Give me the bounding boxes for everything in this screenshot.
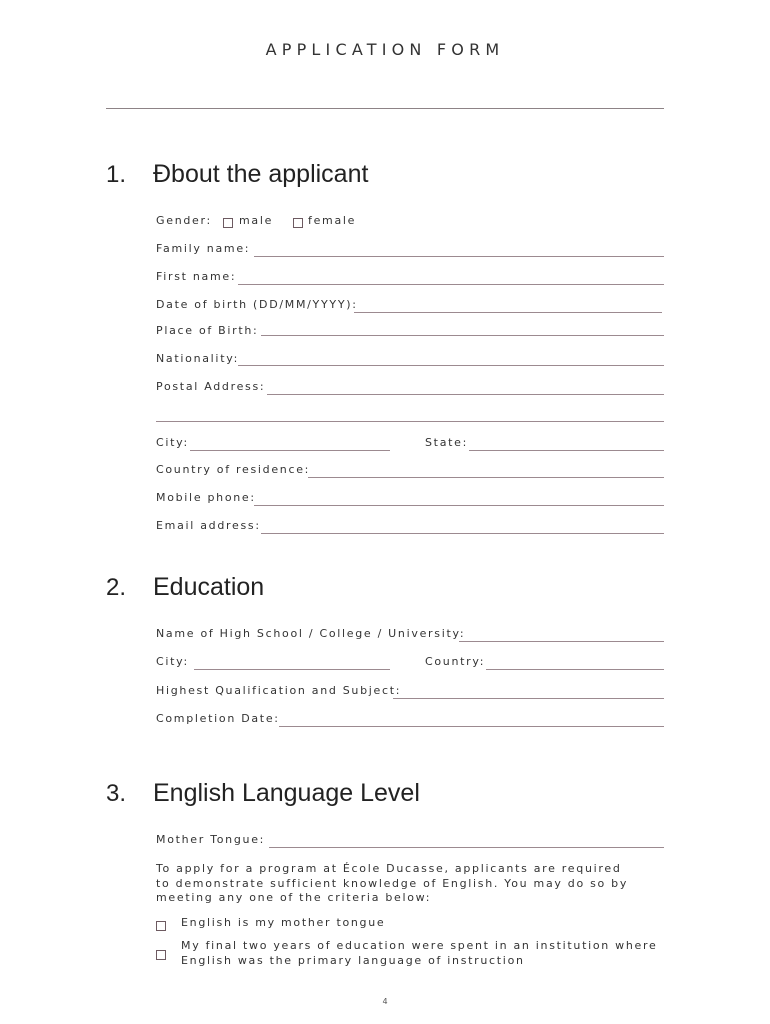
country-of-residence-field[interactable] [308,477,664,478]
gender-male-label: male [239,214,274,227]
nationality-label: Nationality: [156,352,240,365]
family-name-field[interactable] [254,256,664,257]
dob-field[interactable] [354,312,662,313]
option-line: English was the primary language of instruction [181,953,525,967]
nationality-field[interactable] [238,365,664,366]
mother-tongue-label: Mother Tongue: [156,833,266,846]
form-title: APPLICATION FORM [265,40,505,59]
section-title-english: English Language Level [153,779,420,807]
gender-female-label: female [308,214,357,227]
state-field[interactable] [469,450,664,451]
edu-country-label: Country: [425,655,486,668]
mother-tongue-english-checkbox[interactable] [156,921,166,931]
edu-city-field[interactable] [194,669,390,670]
section-number: 2. [106,574,127,601]
completion-date-label: Completion Date: [156,712,280,725]
first-name-label: First name: [156,270,237,283]
mobile-phone-label: Mobile phone: [156,491,256,504]
page-number: 4 [382,997,388,1006]
edu-city-label: City: [156,655,189,668]
option-mother-tongue-label: English is my mother tongue [181,916,386,929]
edu-country-field[interactable] [486,669,664,670]
school-label: Name of High School / College / University: [156,627,466,640]
family-name-label: Family name: [156,242,251,255]
country-of-residence-label: Country of residence: [156,463,311,476]
city-field[interactable] [190,450,390,451]
postal-address-label: Postal Address: [156,380,266,393]
option-instruction-label [181,939,657,968]
section-title-education: Education [153,573,265,601]
mother-tongue-field[interactable] [269,847,664,848]
place-of-birth-label: Place of Birth: [156,324,259,337]
dob-label: Date of birth (DD/MM/YYYY): [156,298,358,311]
option-line: My final two years of education were spent in an institution where [181,939,658,952]
english-requirement-text [156,862,628,906]
paragraph-line: to demonstrate sufficient knowledge of English. You may do so by [156,876,629,890]
gender-female-checkbox[interactable] [293,218,303,228]
gender-male-checkbox[interactable] [223,218,233,228]
section-title-applicant: Đbout the applicant [153,160,369,188]
qualification-field[interactable] [393,698,664,699]
section-number: 3. [106,780,127,807]
place-of-birth-field[interactable] [261,335,664,336]
english-instruction-checkbox[interactable] [156,950,166,960]
postal-address-field-line2[interactable] [156,421,664,422]
section-number: 1. [106,161,127,188]
paragraph-line: To apply for a program at École Ducasse, applicants are required [156,862,622,875]
mobile-phone-field[interactable] [254,505,664,506]
qualification-label: Highest Qualification and Subject: [156,684,402,697]
first-name-field[interactable] [238,284,664,285]
city-label: City: [156,436,189,449]
email-field[interactable] [261,533,664,534]
gender-label: Gender: [156,214,212,227]
state-label: State: [425,436,469,449]
school-field[interactable] [459,641,664,642]
postal-address-field[interactable] [267,394,664,395]
email-label: Email address: [156,519,261,532]
header-divider [106,108,664,109]
completion-date-field[interactable] [279,726,664,727]
paragraph-line: meeting any one of the criteria below: [156,891,432,904]
